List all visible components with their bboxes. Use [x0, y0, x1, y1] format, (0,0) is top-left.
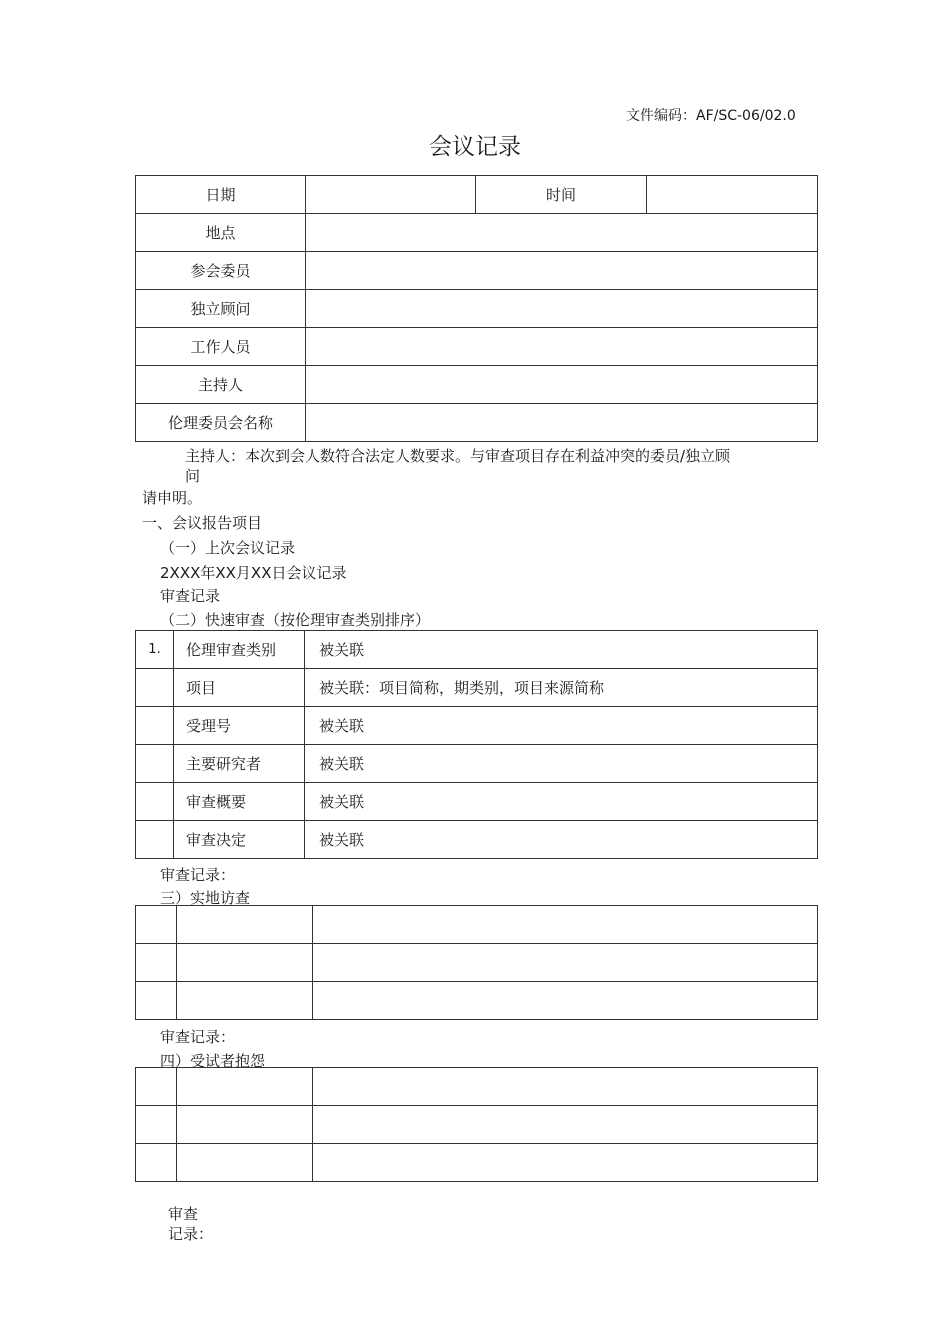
consultant-label: 独立顾问	[136, 290, 306, 328]
review-record-label: 审查记录	[160, 587, 221, 605]
location-field[interactable]	[306, 214, 818, 252]
table-row	[136, 745, 818, 783]
table-row	[136, 366, 818, 404]
time-field[interactable]	[647, 176, 818, 214]
empty-cell[interactable]	[136, 982, 177, 1020]
empty-cell	[136, 745, 174, 783]
document-code: 文件编码：AF/SC-06/02.0	[626, 108, 796, 124]
field-label: 项目	[174, 669, 305, 707]
field-label: 受理号	[174, 707, 305, 745]
meeting-info-table	[135, 175, 818, 442]
committee-name-field[interactable]	[306, 404, 818, 442]
consultant-field[interactable]	[306, 290, 818, 328]
site-visit-table	[135, 905, 818, 1020]
subsection-fast-review: （二）快速审查（按伦理审查类别排序）	[160, 611, 431, 629]
page-title: 会议记录	[429, 134, 521, 160]
table-row	[136, 1106, 818, 1144]
staff-label: 工作人员	[136, 328, 306, 366]
staff-field[interactable]	[306, 328, 818, 366]
table-row	[136, 821, 818, 859]
empty-cell[interactable]	[136, 1106, 177, 1144]
last-meeting-record: 2XXX年XX月XX日会议记录	[160, 564, 347, 582]
table-row	[136, 176, 818, 214]
empty-cell[interactable]	[313, 1106, 818, 1144]
field-value[interactable]: 被关联	[305, 631, 818, 669]
field-value[interactable]: 被关联	[305, 821, 818, 859]
empty-cell[interactable]	[177, 1106, 313, 1144]
location-label: 地点	[136, 214, 306, 252]
empty-cell[interactable]	[136, 944, 177, 982]
empty-cell[interactable]	[136, 906, 177, 944]
subsection-site-visit: 三）实地访查	[160, 889, 251, 907]
empty-cell[interactable]	[313, 982, 818, 1020]
date-field[interactable]	[306, 176, 476, 214]
date-label: 日期	[136, 176, 306, 214]
review-record-label: 审查记录：	[160, 866, 236, 884]
table-row	[136, 982, 818, 1020]
table-row	[136, 669, 818, 707]
empty-cell[interactable]	[177, 906, 313, 944]
empty-cell[interactable]	[136, 1144, 177, 1182]
table-row	[136, 1068, 818, 1106]
field-label: 伦理审查类别	[174, 631, 305, 669]
final-record-line1: 审查	[168, 1205, 199, 1223]
table-row	[136, 328, 818, 366]
subsection-last-meeting: （一）上次会议记录	[160, 539, 296, 557]
table-row	[136, 631, 818, 669]
chair-field[interactable]	[306, 366, 818, 404]
fast-review-table	[135, 630, 818, 859]
section-heading-1: 一、会议报告项目	[142, 514, 263, 532]
table-row	[136, 290, 818, 328]
field-label: 审查概要	[174, 783, 305, 821]
table-row	[136, 404, 818, 442]
table-row	[136, 1144, 818, 1182]
empty-cell[interactable]	[177, 1144, 313, 1182]
empty-cell[interactable]	[313, 944, 818, 982]
subsection-complaints: 四）受试者抱怨	[160, 1052, 266, 1070]
field-label: 主要研究者	[174, 745, 305, 783]
table-row	[136, 906, 818, 944]
empty-cell	[136, 707, 174, 745]
empty-cell[interactable]	[313, 906, 818, 944]
final-record-line2: 记录：	[168, 1225, 214, 1243]
empty-cell	[136, 821, 174, 859]
members-field[interactable]	[306, 252, 818, 290]
empty-cell	[136, 783, 174, 821]
chair-statement-line2: 问	[185, 467, 201, 485]
empty-cell[interactable]	[313, 1144, 818, 1182]
empty-cell	[136, 669, 174, 707]
field-value[interactable]: 被关联	[305, 707, 818, 745]
table-row	[136, 944, 818, 982]
complaints-table	[135, 1067, 818, 1182]
empty-cell[interactable]	[177, 982, 313, 1020]
members-label: 参会委员	[136, 252, 306, 290]
table-row	[136, 252, 818, 290]
field-value[interactable]: 被关联	[305, 783, 818, 821]
empty-cell[interactable]	[136, 1068, 177, 1106]
committee-name-label: 伦理委员会名称	[136, 404, 306, 442]
chair-statement-line1: 主持人：本次到会人数符合法定人数要求。与审查项目存在利益冲突的委员/独立顾	[185, 447, 731, 465]
chair-label: 主持人	[136, 366, 306, 404]
field-value[interactable]: 被关联：项目简称，期类别，项目来源简称	[305, 669, 818, 707]
empty-cell[interactable]	[177, 944, 313, 982]
empty-cell[interactable]	[313, 1068, 818, 1106]
table-row	[136, 214, 818, 252]
empty-cell[interactable]	[177, 1068, 313, 1106]
time-label: 时间	[476, 176, 647, 214]
table-row	[136, 707, 818, 745]
table-row	[136, 783, 818, 821]
field-label: 审查决定	[174, 821, 305, 859]
item-number: 1.	[136, 631, 174, 669]
field-value[interactable]: 被关联	[305, 745, 818, 783]
chair-statement-line3: 请申明。	[142, 489, 203, 507]
review-record-label: 审查记录：	[160, 1028, 236, 1046]
